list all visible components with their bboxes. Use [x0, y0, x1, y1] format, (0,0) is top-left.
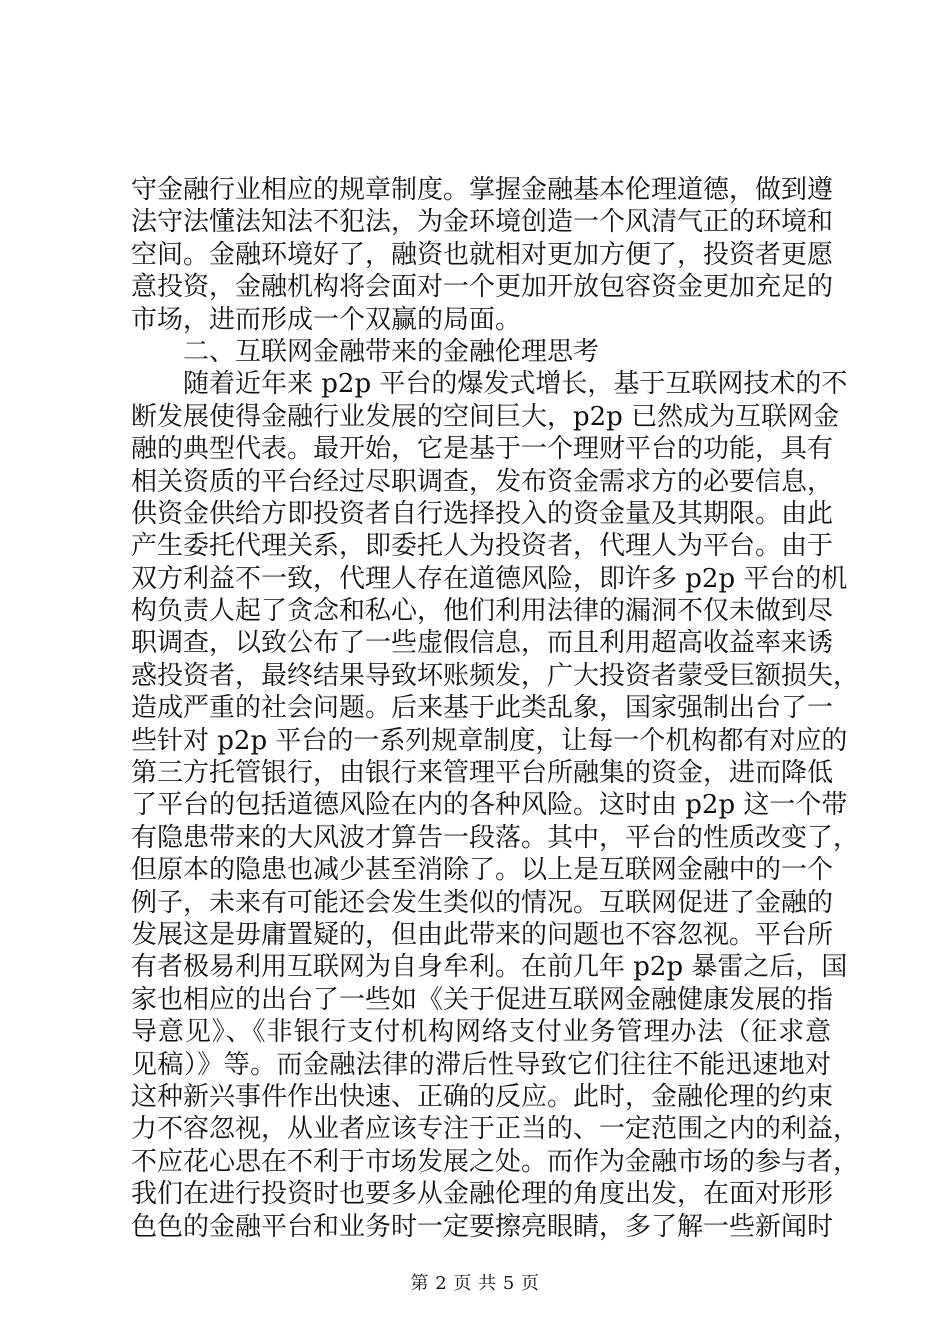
text-line: 些针对 p2p 平台的一系列规章制度，让每一个机构都有对应的 — [131, 725, 848, 756]
text-line: 造成严重的社会问题。后来基于此类乱象，国家强制出台了一 — [131, 693, 834, 724]
text-line: 导意见》、《非银行支付机构网络支付业务管理办法（征求意 — [131, 1017, 831, 1048]
text-line: 不应花心思在不利于市场发展之处。而作为金融市场的参与者， — [131, 1146, 860, 1177]
text-line: 色色的金融平台和业务时一定要擦亮眼睛，多了解一些新闻时 — [131, 1211, 834, 1242]
paragraph-1 — [131, 174, 834, 336]
text-line: 见稿）》等。而金融法律的滞后性导致它们往往不能迅速地对 — [131, 1049, 831, 1080]
text-line: 家也相应的出台了一些如《关于促进互联网金融健康发展的指 — [131, 984, 834, 1015]
text-line: 有隐患带来的大风波才算告一段落。其中，平台的性质改变了， — [131, 822, 860, 853]
text-line: 意投资，金融机构将会面对一个更加开放包容资金更加充足的 — [131, 272, 834, 303]
text-line: 构负责人起了贪念和私心，他们利用法律的漏洞不仅未做到尽 — [131, 596, 834, 627]
text-line: 职调查，以致公布了一些虚假信息，而且利用超高收益率来诱 — [131, 628, 834, 659]
text-line: 但原本的隐患也减少甚至消除了。以上是互联网金融中的一个 — [131, 855, 834, 886]
text-line: 第三方托管银行，由银行来管理平台所融集的资金，进而降低 — [131, 758, 834, 789]
text-line: 发展这是毋庸置疑的，但由此带来的问题也不容忽视。平台所 — [131, 919, 834, 950]
document-body — [131, 174, 860, 1243]
paragraph-2 — [131, 368, 860, 1243]
page-footer: 第 2 页 共 5 页 — [410, 1273, 540, 1294]
text-line: 这种新兴事件作出快速、正确的反应。此时，金融伦理的约束 — [131, 1081, 834, 1112]
text-line: 法守法懂法知法不犯法，为金环境创造一个风清气正的环境和 — [131, 207, 834, 238]
text-line: 双方利益不一致，代理人存在道德风险，即许多 p2p 平台的机 — [131, 563, 848, 594]
text-line: 有者极易利用互联网为自身牟利。在前几年 p2p 暴雷之后，国 — [131, 952, 848, 983]
text-line: 断发展使得金融行业发展的空间巨大，p2p 已然成为互联网金 — [131, 401, 840, 432]
text-line: 例子，未来有可能还会发生类似的情况。互联网促进了金融的 — [131, 887, 834, 918]
text-line: 市场，进而形成一个双赢的局面。 — [131, 304, 522, 335]
text-line: 供资金供给方即投资者自行选择投入的资金量及其期限。由此 — [131, 498, 834, 529]
text-line: 惑投资者，最终结果导致坏账频发，广大投资者蒙受巨额损失， — [131, 660, 860, 691]
text-line: 我们在进行投资时也要多从金融伦理的角度出发，在面对形形 — [131, 1179, 834, 1210]
text-line: 了平台的包括道德风险在内的各种风险。这时由 p2p 这一个带 — [131, 790, 848, 821]
text-line: 产生委托代理关系，即委托人为投资者，代理人为平台。由于 — [131, 531, 834, 562]
text-line: 空间。金融环境好了，融资也就相对更加方便了，投资者更愿 — [131, 239, 834, 270]
text-line: 守金融行业相应的规章制度。掌握金融基本伦理道德，做到遵 — [131, 175, 834, 205]
text-line: 随着近年来 p2p 平台的爆发式增长，基于互联网技术的不 — [183, 369, 848, 400]
text-line: 融的典型代表。最开始，它是基于一个理财平台的功能，具有 — [131, 434, 834, 465]
text-line: 相关资质的平台经过尽职调查，发布资金需求方的必要信息， — [131, 466, 834, 497]
text-line: 力不容忽视，从业者应该专注于正当的、一定范围之内的利益， — [131, 1114, 860, 1145]
section-heading: 二、互联网金融带来的金融伦理思考 — [183, 336, 600, 367]
